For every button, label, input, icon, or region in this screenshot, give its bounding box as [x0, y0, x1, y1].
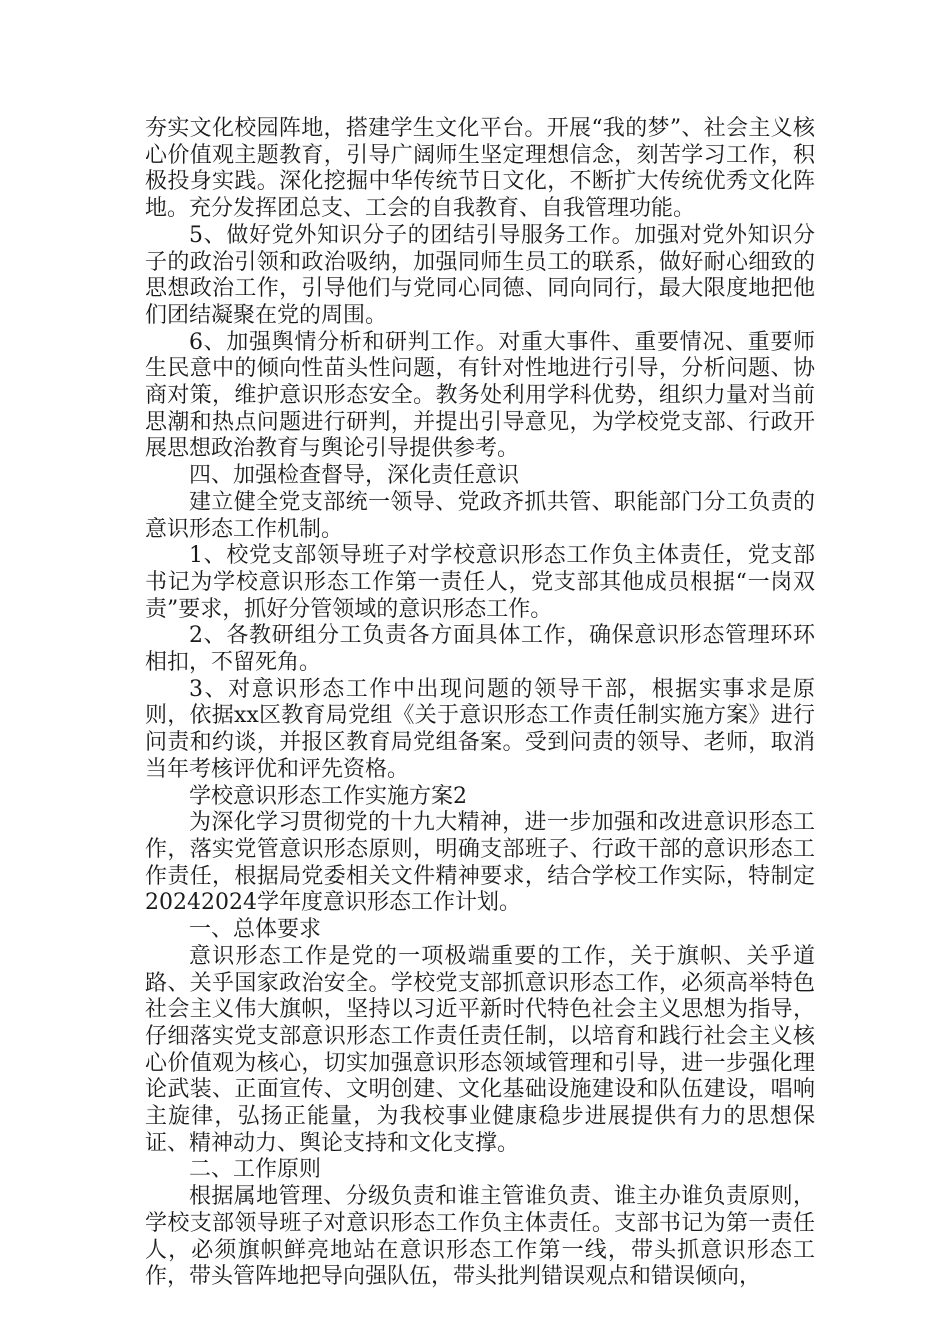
section-heading-2: 二、工作原则	[189, 1157, 322, 1183]
document-title-2: 学校意识形态工作实施方案2	[189, 783, 467, 809]
paragraph-continuation: 夯实文化校园阵地，搭建学生文化平台。开展“我的梦”、社会主义核心价值观主题教育，引导广阔师生坚定理想信念，刻苦学习工作，积极投身实践。深化挖掘中华传统节日文化，不断扩大传统优秀文化阵地。充分发挥团总支、工会的自我教育、自我管理功能。	[145, 116, 815, 222]
paragraph-general-requirements: 意识形态工作是党的一项极端重要的工作，关于旗帜、关乎道路、关乎国家政治安全。学校党支部抓意识形态工作，必须高举特色社会主义伟大旗帜，坚持以习近平新时代特色社会主义思想为指导，仔细落实党支部意识形态工作责任责任制，以培育和践行社会主义核心价值观为核心，切实加强意识形态领域管理和引导，进一步强化理论武装、正面宣传、文明创建、文化基础设施建设和队伍建设，唱响主旋律，弘扬正能量，为我校事业健康稳步进展提供有力的思想保证、精神动力、舆论支持和文化支撑。	[145, 943, 815, 1156]
paragraph-item-2: 2、各教研组分工负责各方面具体工作，确保意识形态管理环环相扣，不留死角。	[145, 623, 815, 676]
paragraph-item-6: 6、加强舆情分析和研判工作。对重大事件、重要情况、重要师生民意中的倾向性苗头性问题，有针对性地进行引导，分析问题、协商对策，维护意识形态安全。教务处利用学科优势，组织力量对当前思潮和热点问题进行研判，并提出引导意见，为学校党支部、行政开展思想政治教育与舆论引导提供参考。	[145, 329, 815, 462]
paragraph-intro: 为深化学习贯彻党的十九大精神，进一步加强和改进意识形态工作，落实党管意识形态原则，明确支部班子、行政干部的意识形态工作责任，根据局党委相关文件精神要求，结合学校工作实际，特制定20242024学年度意识形态工作计划。	[145, 810, 815, 916]
paragraph-work-principles: 根据属地管理、分级负责和谁主管谁负责、谁主办谁负责原则，学校支部领导班子对意识形态工作负主体责任。支部书记为第一责任人，必须旗帜鲜亮地站在意识形态工作第一线，带头抓意识形态工作，带头管阵地把导向强队伍，带头批判错误观点和错误倾向，	[145, 1184, 815, 1290]
section-heading-4: 四、加强检查督导，深化责任意识	[189, 463, 520, 489]
document-body	[145, 116, 815, 1291]
paragraph-item-3: 3、对意识形态工作中出现问题的领导干部，根据实事求是原则，依据xx区教育局党组《关于意识形态工作责任制实施方案》进行问责和约谈，并报区教育局党组备案。受到问责的领导、老师，取消当年考核评优和评先资格。	[145, 676, 815, 782]
section-heading-1: 一、总体要求	[189, 917, 322, 943]
paragraph-item-1: 1、校党支部领导班子对学校意识形态工作负主体责任，党支部书记为学校意识形态工作第一责任人，党支部其他成员根据“一岗双责”要求，抓好分管领域的意识形态工作。	[145, 543, 815, 622]
paragraph-item-5: 5、做好党外知识分子的团结引导服务工作。加强对党外知识分子的政治引领和政治吸纳，加强同师生员工的联系，做好耐心细致的思想政治工作，引导他们与党同心同德、同向同行，最大限度地把他们团结凝聚在党的周围。	[145, 222, 815, 328]
paragraph-mechanism: 建立健全党支部统一领导、党政齐抓共管、职能部门分工负责的意识形态工作机制。	[145, 489, 815, 542]
